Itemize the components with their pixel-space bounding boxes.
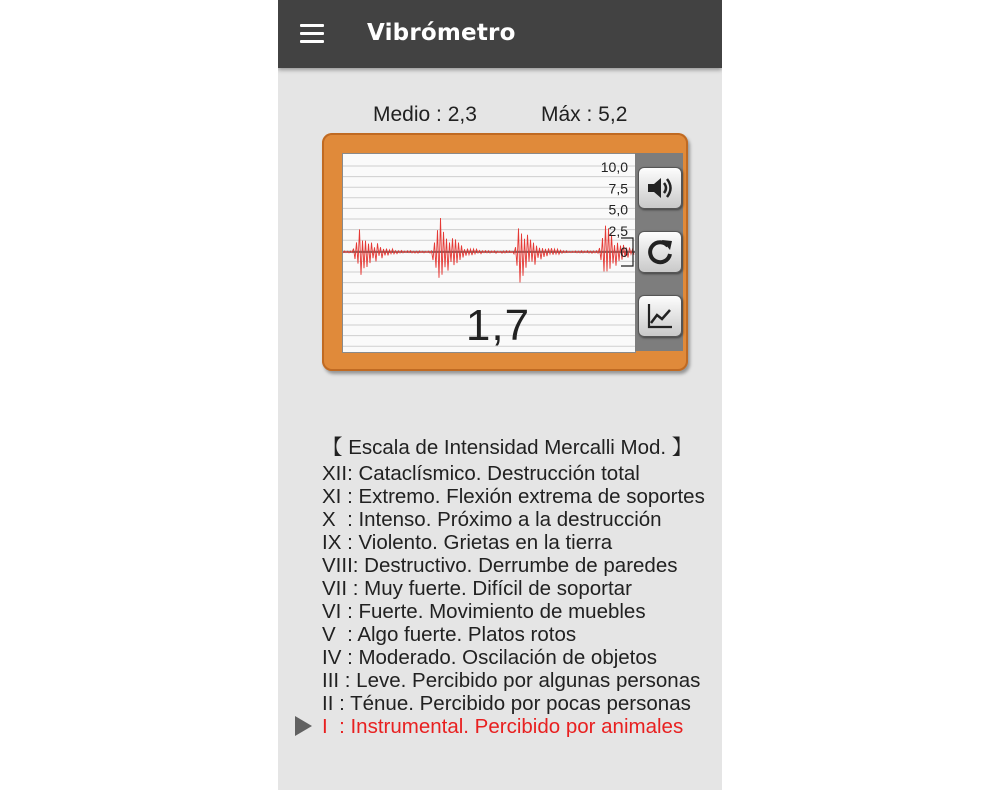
seismograph-screen: [342, 153, 636, 353]
max-value: Máx : 5,2: [541, 103, 628, 126]
average-value: Medio : 2,3: [373, 103, 477, 126]
hamburger-menu-icon[interactable]: [300, 24, 324, 44]
refresh-icon: [645, 237, 675, 267]
speaker-icon: [645, 173, 675, 203]
vibration-meter: [322, 133, 688, 371]
meter-button-panel: [635, 153, 683, 351]
chart-icon: [645, 301, 675, 331]
scale-item-ix: IX : Violento. Grietas en la tierra: [322, 531, 613, 554]
scale-item-iii: III : Leve. Percibido por algunas personas: [322, 669, 701, 692]
axis-label: 10,0: [600, 159, 628, 175]
waveform: [343, 218, 634, 283]
scale-item-vii: VII : Muy fuerte. Difícil de soportar: [322, 577, 632, 600]
axis-label: 7,5: [608, 180, 628, 197]
scale-item-vi: VI : Fuerte. Movimiento de muebles: [322, 600, 646, 623]
scale-item-xii: XII: Cataclísmico. Destrucción total: [322, 462, 640, 485]
app-title: Vibrómetro: [367, 20, 516, 46]
scale-item-ii: II : Ténue. Percibido por pocas personas: [322, 692, 691, 715]
axis-label: 5,0: [608, 201, 628, 218]
app-bar: [278, 0, 722, 68]
scale-title: 【 Escala de Intensidad Mercalli Mod. 】: [322, 436, 693, 459]
scale-item-xi: XI : Extremo. Flexión extrema de soportes: [322, 485, 705, 508]
mercalli-scale-list: [322, 462, 705, 738]
axis-label: 0: [620, 244, 628, 260]
axis-label: 2,5: [608, 222, 628, 239]
scale-item-v: V : Algo fuerte. Platos rotos: [322, 623, 577, 646]
reset-button[interactable]: [638, 231, 682, 273]
app-screen: [278, 0, 722, 790]
sound-button[interactable]: [638, 167, 682, 209]
scale-item-i: I : Instrumental. Percibido por animales: [322, 715, 684, 738]
scale-item-viii: VIII: Destructivo. Derrumbe de paredes: [322, 554, 678, 577]
graph-button[interactable]: [638, 295, 682, 337]
current-reading: 1,7: [465, 301, 531, 350]
scale-item-iv: IV : Moderado. Oscilación de objetos: [322, 646, 658, 669]
scale-item-x: X : Intenso. Próximo a la destrucción: [322, 508, 662, 531]
current-level-pointer-icon: [295, 716, 312, 736]
